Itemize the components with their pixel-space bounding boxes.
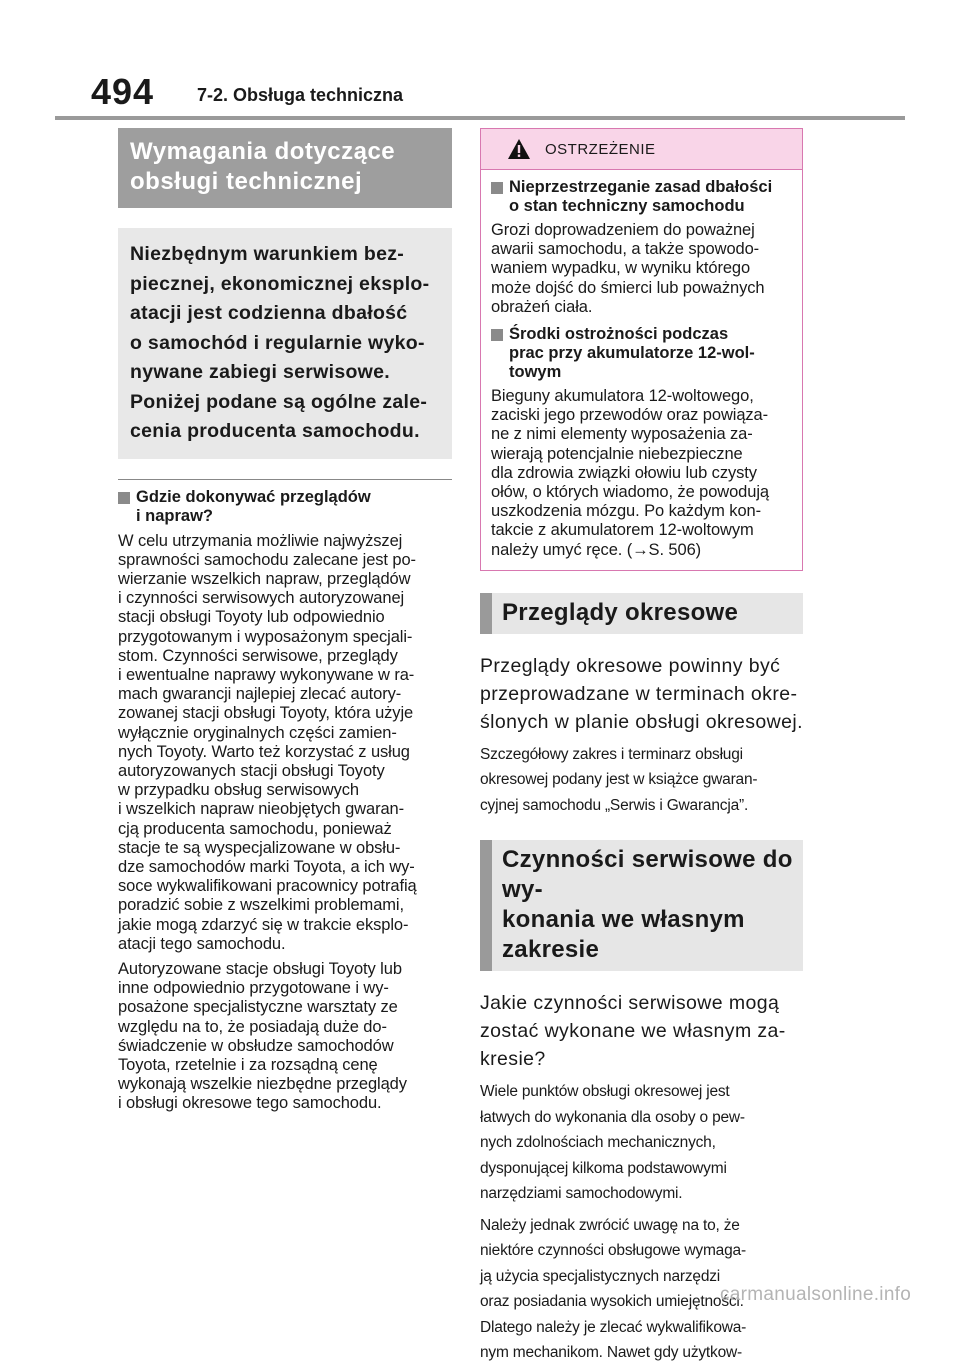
text-line: ją użycia specjalistycznych narzędzi [480, 1267, 721, 1285]
warning-body [481, 170, 802, 570]
watermark: carmanualsonline.info [720, 1284, 912, 1305]
text-line: narzędziami samochodowymi. [480, 1185, 683, 1203]
warning-item-title [509, 178, 792, 216]
warning-item-negligence [491, 178, 792, 216]
text-line: okresowej podany jest w książce gwaran- [480, 771, 758, 789]
left-column [118, 128, 452, 1114]
text-line: zowanej stacji obsługi Toyoty, która użyje [118, 704, 414, 723]
text-line: ne z nimi elementy wyposażenia za- [491, 425, 753, 444]
text-line: cją producenta samochodu, ponieważ [118, 819, 392, 838]
text-line: i czynności serwisowych autoryzowanej [118, 589, 405, 608]
text-line: Należy jednak zwrócić uwagę na to, że [480, 1216, 740, 1234]
text-line: Przeglądy okresowe powinny być [480, 654, 781, 677]
warning-item-text [491, 387, 792, 560]
text-line: Przeglądy okresowe [502, 598, 739, 626]
text-line: autoryzowanych stacji obsługi Toyoty [118, 761, 385, 780]
text-line: towym [509, 363, 562, 382]
text-line: Poniżej podane są ogólne zale- [130, 390, 428, 413]
text-line: sprawności samochodu zalecane jest po- [118, 550, 416, 569]
text-line: nych zdolnościach mechanicznych, [480, 1134, 716, 1152]
text-line: niektóre czynności obsługowe wymaga- [480, 1242, 746, 1260]
text-line: dze samochodów marki Toyota, a ich wy- [118, 857, 415, 876]
text-line: kresie? [480, 1048, 546, 1071]
header-rule [55, 116, 905, 120]
text-line: Środki ostrożności podczas [509, 325, 729, 344]
warning-triangle-icon [507, 138, 531, 160]
text-line: wykonają wszelkie niezbędne przeglądy [118, 1075, 407, 1094]
text-line: zaciski jego przewodów oraz powiąza- [491, 406, 769, 425]
text-line: Czynności serwisowe do wy- [502, 846, 793, 904]
diy-service-paragraph [480, 1079, 803, 1207]
text-line: względu na to, że posiadają duże do- [118, 1017, 387, 1036]
periodic-inspections-detail [480, 742, 803, 819]
text-line: i obsługi okresowe tego samochodu. [118, 1094, 382, 1113]
text-line: Grozi doprowadzeniem do poważnej [491, 221, 755, 239]
text-line: cyjnej samochodu „Serwis i Gwarancja”. [480, 796, 749, 814]
text-line: Nieprzestrzeganie zasad dbałości [509, 178, 773, 196]
text-line: należy umyć ręce. (→S. 506) [491, 540, 702, 559]
text-line: nywane zabiegi serwisowe. [130, 361, 391, 383]
text-line: dla zdrowia związki ołowiu lub czysty [491, 463, 757, 482]
text-line: piecznej, ekonomicznej eksplo- [130, 272, 430, 295]
page-number: 494 [91, 71, 155, 112]
square-bullet-icon [491, 329, 503, 341]
section-heading-maintenance-requirements [118, 128, 452, 208]
text-line: atacji jest codzienna dbałość [130, 302, 408, 324]
text-line: stacji obsługi Toyoty lub odpowiednio [118, 608, 385, 627]
text-line: inne odpowiednio przygotowane i wy- [118, 979, 389, 998]
text-line: jakie mogą zdarzyć się w trakcie eksplo- [118, 915, 409, 934]
text-line: obrażeń ciała. [491, 297, 593, 316]
right-column [480, 128, 803, 1366]
text-line: stom. Czynności serwisowe, przeglądy [118, 646, 398, 665]
text-line: W celu utrzymania możliwie najwyższej [118, 531, 403, 550]
chapter-title: 7-2. Obsługa techniczna [197, 85, 404, 105]
text-line: łatwych do wykonania dla osoby o pew- [480, 1108, 745, 1126]
warning-item-text [491, 221, 792, 317]
warning-title-bar [481, 129, 802, 170]
text-line: takcie z akumulatorem 12-woltowym [491, 521, 754, 540]
paragraph-authorized-stations [118, 960, 452, 1114]
text-line: o stan techniczny samochodu [509, 197, 745, 215]
diy-service-question [480, 989, 803, 1073]
warning-box [480, 128, 803, 571]
text-line: ołów, o których wiadomo, że powodują [491, 483, 769, 502]
text-line: Bieguny akumulatora 12-woltowego, [491, 387, 754, 406]
text-line: oraz posiadania wysokich umiejętności. [480, 1293, 744, 1311]
text-line: i wszelkich napraw nieobjętych gwaran- [118, 800, 405, 819]
text-line: i napraw? [136, 506, 214, 525]
square-bullet-icon [491, 182, 503, 194]
text-line: i ewentualne naprawy wykonywane w ra- [118, 665, 415, 684]
text-line: Jakie czynności serwisowe mogą [480, 992, 780, 1015]
text-line: prac przy akumulatorze 12-wol- [509, 344, 755, 363]
text-line: uszkodzenia mózgu. Po każdym kon- [491, 502, 761, 521]
section-heading-periodic-inspections [480, 593, 803, 634]
text-line: posażone specjalistyczne warsztaty ze [118, 998, 398, 1017]
text-line: konania we własnym zakresie [502, 906, 745, 964]
text-line: cenia producenta samochodu. [130, 420, 420, 442]
divider [118, 479, 452, 480]
text-line: wyłącznie oryginalnych części zamien- [118, 723, 397, 742]
periodic-inspections-lead [480, 652, 803, 736]
text-line: świadczenie w obsłudze samochodów [118, 1036, 394, 1055]
text-line: awarii samochodu, a także spowodo- [491, 240, 760, 259]
text-line: nym mechanikom. Nawet gdy użytkow- [480, 1344, 742, 1362]
lead-box [118, 228, 452, 459]
text-line: dysponującej kilkoma podstawowymi [480, 1159, 727, 1177]
text-line: nych Toyoty. Warto też korzystać z usług [118, 742, 410, 761]
text-line: Wymagania dotyczące [130, 138, 396, 165]
warning-item-battery [491, 325, 792, 382]
text-line: Dlatego należy je zlecać wykwalifikowa- [480, 1318, 747, 1336]
text-line: Niezbędnym warunkiem bez- [130, 243, 405, 265]
paragraph-authorized-service [118, 532, 452, 954]
subhead-where-to-service [118, 488, 452, 526]
text-line: waniem wypadku, w wyniku którego [491, 259, 751, 278]
text-line: Toyota, rzetelnie i za rozsądną cenę [118, 1055, 378, 1074]
square-bullet-icon [118, 492, 130, 504]
text-line: wierają potencjalnie niebezpieczne [491, 444, 743, 463]
text-line: mach gwarancji najlepiej zlecać autory- [118, 685, 402, 704]
text-line: Gdzie dokonywać przeglądów [136, 487, 371, 506]
text-line: o samochód i regularnie wyko- [130, 331, 425, 354]
text-line: stacje te są wyspecjalizowane w obsłu- [118, 838, 401, 857]
warning-item-title [509, 325, 792, 382]
text-line: Szczegółowy zakres i terminarz obsługi [480, 745, 743, 763]
text-line: może dojść do śmierci lub poważnych [491, 278, 765, 297]
warning-title: OSTRZEŻENIE [545, 140, 656, 158]
text-line: wierzanie wszelkich napraw, przeglądów [118, 569, 411, 588]
section-heading-diy-service [480, 840, 803, 971]
text-line: atacji tego samochodu. [118, 934, 286, 953]
text-line: soce wykwalifikowani pracownicy potrafią [118, 877, 417, 896]
text-line: zostać wykonane we własnym za- [480, 1020, 786, 1043]
text-line: przygotowanym i wyposażonym specjali- [118, 627, 413, 646]
text-line: Autoryzowane stacje obsługi Toyoty lub [118, 959, 402, 978]
text-line: w przypadku obsług serwisowych [118, 781, 359, 800]
text-line: przeprowadzane w terminach okre- [480, 682, 798, 705]
text-line: obsługi technicznej [130, 168, 363, 195]
text-line: ślonych w planie obsługi okresowej. [480, 710, 803, 733]
subhead-text [136, 488, 452, 526]
text-line: poradzić sobie z wszelkimi problemami, [118, 896, 404, 915]
text-line: Wiele punktów obsługi okresowej jest [480, 1083, 730, 1101]
